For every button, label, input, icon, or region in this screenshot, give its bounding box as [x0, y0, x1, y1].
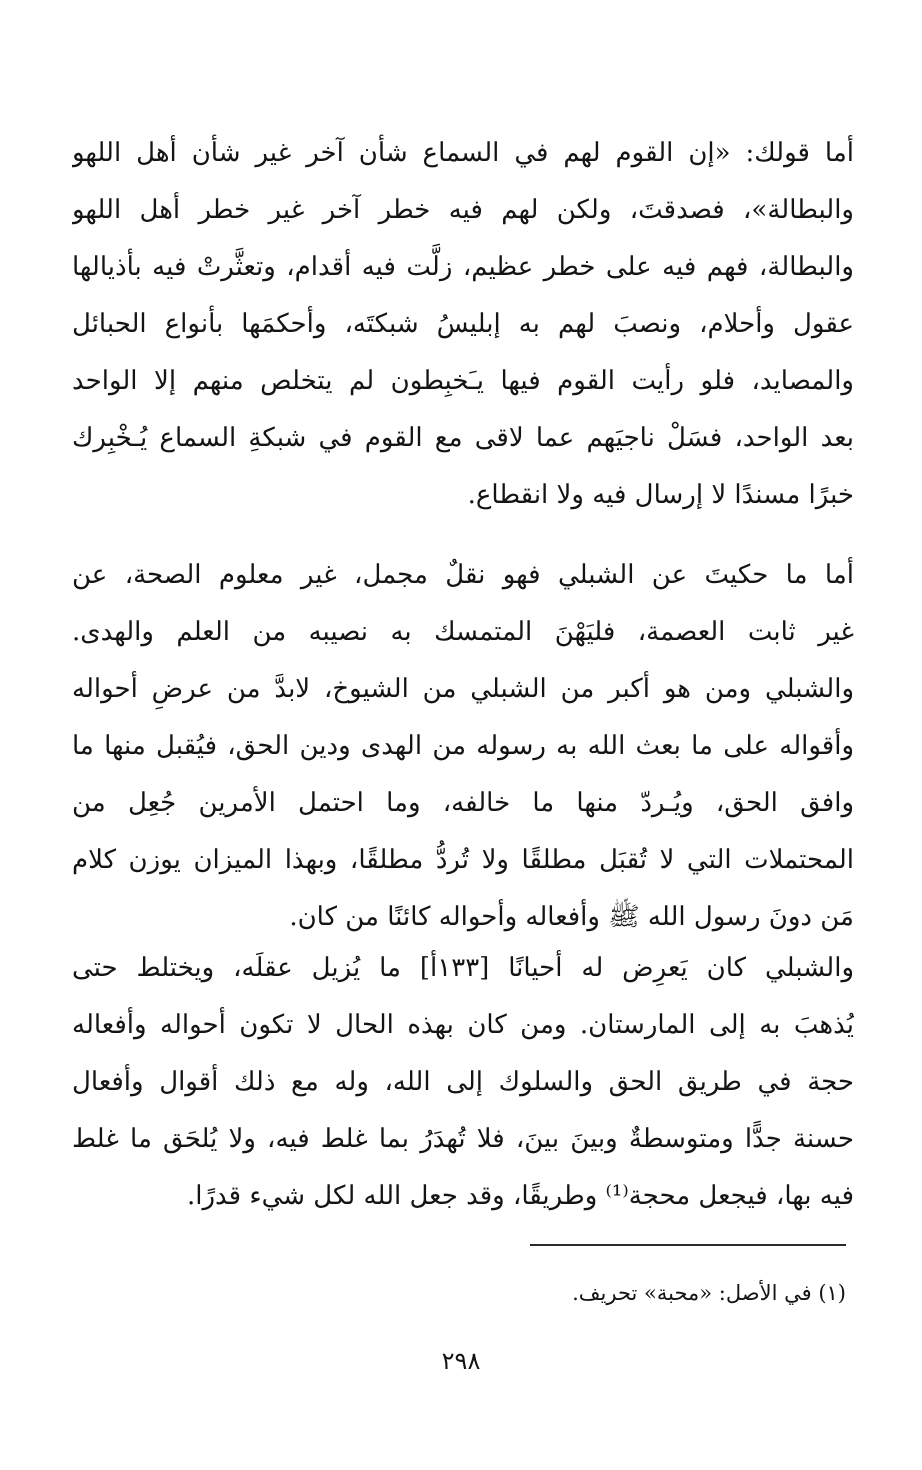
text-line: والبطالة»، فصدقتَ، ولكن لهم فيه خطر آخر غير خطر أهل اللهو — [72, 195, 854, 225]
text-line: فيه بها، فيجعل محجة⁽¹⁾ وطريقًا، وقد جعل الله لكل شيء قدرًا. — [186, 1181, 854, 1211]
text-line: يُذهبَ به إلى المارستان. ومن كان بهذه الحال لا تكون أحواله وأفعاله — [72, 1010, 854, 1040]
text-line: والشبلي كان يَعرِض له أحيانًا [١٣٣أ] ما يُزيل عقلَه، ويختلط حتى — [72, 953, 854, 983]
text-line: بعد الواحد، فسَلْ ناجيَهم عما لاقى مع القوم في شبكةِ السماع يُـخْبِرك — [72, 423, 854, 453]
footnote: (١) في الأصل: «محبة» تحريف. — [572, 1281, 846, 1305]
text-line: والشبلي ومن هو أكبر من الشبلي من الشيوخ، لابدَّ من عرضِ أحواله — [72, 674, 854, 704]
text-line: مَن دونَ رسول الله ﷺ وأفعاله وأحواله كائنًا من كان. — [289, 902, 854, 932]
page-number: ٢٩٨ — [441, 1347, 481, 1375]
paragraph-1 — [72, 125, 854, 524]
text-line: وافق الحق، ويُـردّ منها ما خالفه، وما احتمل الأمرين جُعِل من — [72, 788, 854, 818]
paragraph-2 — [72, 547, 854, 946]
text-line: حجة في طريق الحق والسلوك إلى الله، وله مع ذلك أقوال وأفعال — [72, 1067, 854, 1097]
text-line: أما قولك: «إن القوم لهم في السماع شأن آخر غير شأن أهل اللهو — [72, 138, 854, 168]
text-line: عقول وأحلام، ونصبَ لهم به إبليسُ شبكتَه، وأحكمَها بأنواع الحبائل — [72, 309, 854, 339]
text-line: حسنة جدًّا ومتوسطةٌ وبينَ بينَ، فلا تُهدَرُ بما غلط فيه، ولا يُلحَق ما غلط — [72, 1124, 854, 1154]
text-line: المحتملات التي لا تُقبَل مطلقًا ولا تُردُّ مطلقًا، وبهذا الميزان يوزن كلام — [72, 845, 854, 875]
text-line: والبطالة، فهم فيه على خطر عظيم، زلَّت فيه أقدام، وتعثَّرتْ فيه بأذيالها — [72, 252, 854, 282]
text-line: غير ثابت العصمة، فليَهْنَ المتمسك به نصيبه من العلم والهدى. — [72, 617, 854, 647]
text-line: أما ما حكيتَ عن الشبلي فهو نقلٌ مجمل، غير معلوم الصحة، عن — [72, 560, 854, 590]
text-line: وأقواله على ما بعث الله به رسوله من الهدى ودين الحق، فيُقبل منها ما — [72, 731, 854, 761]
text-line: والمصايد، فلو رأيت القوم فيها يـَخبِطون لم يتخلص منهم إلا الواحد — [72, 366, 854, 396]
paragraph-3 — [72, 940, 854, 1225]
footnote-divider — [530, 1244, 846, 1246]
text-line: خبرًا مسندًا لا إرسال فيه ولا انقطاع. — [467, 480, 854, 510]
